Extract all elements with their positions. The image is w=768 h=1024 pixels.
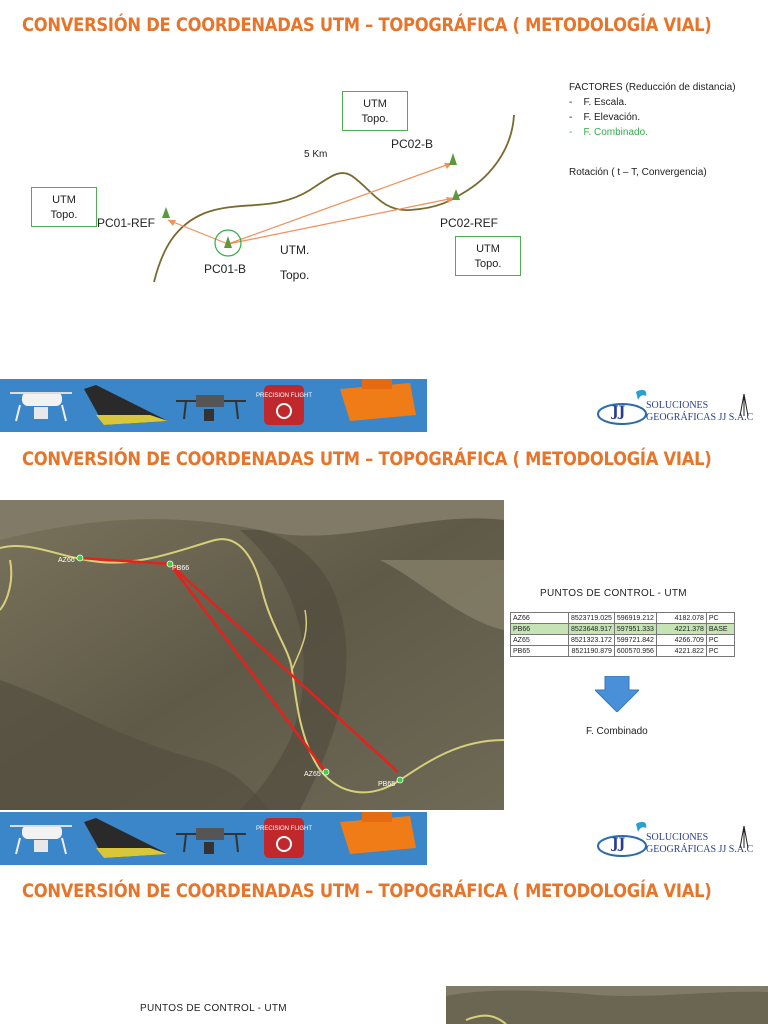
- cell-elev: 4266.709: [656, 635, 706, 646]
- line-pc01b-pc02b: [228, 163, 452, 244]
- table-row: [511, 646, 735, 657]
- cell-north: 8521190.879: [569, 646, 615, 657]
- logo-line-1: SOLUCIONES: [646, 400, 709, 411]
- quadcopter-icon: [10, 825, 72, 854]
- precision-flight-label: PRECISION FLIGHT: [255, 393, 313, 399]
- satellite-map-svg: [0, 500, 504, 810]
- orange-drone-icon: [340, 812, 416, 854]
- map-label-az65: AZ65: [304, 771, 321, 778]
- box-line-1: UTM: [476, 243, 500, 255]
- pc01b-marker-icon: [224, 236, 232, 248]
- drone-images: [0, 379, 427, 432]
- terrain-diagram: [0, 0, 768, 380]
- cell-north: 8523648.917: [569, 624, 615, 635]
- cell-id: PB66: [511, 624, 569, 635]
- point-az66: [77, 555, 83, 561]
- cell-id: AZ66: [511, 613, 569, 624]
- drone-banner: [0, 812, 427, 865]
- control-points-table: [510, 612, 735, 657]
- factor-escala: - F. Escala.: [569, 97, 627, 108]
- utm-topo-box-right: [455, 236, 521, 276]
- pc02b-marker-icon: [449, 153, 457, 165]
- satellite-map: [0, 500, 504, 810]
- label-pc02-ref: PC02-REF: [440, 216, 499, 230]
- map-label-az66: AZ66: [58, 557, 75, 564]
- drone-banner: [0, 379, 427, 432]
- cell-type: PC: [706, 646, 734, 657]
- control-points-title: PUNTOS DE CONTROL - UTM: [140, 1003, 287, 1014]
- logo-line-1: SOLUCIONES: [646, 832, 709, 843]
- label-pc02-b: PC02-B: [391, 137, 434, 151]
- table-row: [511, 635, 735, 646]
- inspire-drone-icon: [176, 395, 246, 421]
- factor-elevacion: - F. Elevación.: [569, 112, 641, 123]
- utm-topo-box-top: [342, 91, 408, 131]
- cell-east: 600570.956: [614, 646, 656, 657]
- box-line-2: Topo.: [474, 258, 502, 270]
- slide-title: CONVERSIÓN DE COORDENADAS UTM – TOPOGRÁFICA ( METODOLOGÍA VIAL): [22, 448, 712, 470]
- box-line-1: UTM: [363, 98, 387, 110]
- logo-line-2: GEOGRÁFICAS JJ S.A.C: [646, 412, 754, 423]
- orange-drone-icon: [340, 379, 416, 421]
- drone-images: [0, 812, 427, 865]
- down-arrow-icon: [595, 676, 639, 712]
- road: [466, 1016, 506, 1024]
- cell-elev: 4182.078: [656, 613, 706, 624]
- map-label-pb65: PB65: [378, 781, 396, 788]
- logo-line-2: GEOGRÁFICAS JJ S.A.C: [646, 844, 754, 855]
- cell-id: PB65: [511, 646, 569, 657]
- slide-1: [0, 0, 768, 432]
- cell-east: 596919.212: [614, 613, 656, 624]
- slide-title: CONVERSIÓN DE COORDENADAS UTM – TOPOGRÁFICA ( METODOLOGÍA VIAL): [22, 14, 712, 36]
- satellite-map-partial: [446, 986, 768, 1024]
- box-line-2: Topo.: [50, 209, 78, 221]
- table-row: [511, 624, 735, 635]
- quadcopter-icon: [10, 392, 72, 421]
- precision-flight-logo: [264, 818, 304, 858]
- cell-type: BASE: [706, 624, 734, 635]
- cell-north: 8523719.025: [569, 613, 615, 624]
- point-az65: [323, 769, 329, 775]
- cell-type: PC: [706, 635, 734, 646]
- f-combinado-label: F. Combinado: [586, 726, 648, 737]
- cell-elev: 4221.822: [656, 646, 706, 657]
- logo-mark: JJ: [612, 836, 626, 852]
- label-pc01-ref: PC01-REF: [97, 216, 156, 230]
- cell-east: 597951.333: [614, 624, 656, 635]
- box-line-1: UTM: [52, 194, 76, 206]
- cell-type: PC: [706, 613, 734, 624]
- factor-combinado: - F. Combinado.: [569, 127, 648, 138]
- label-utm: UTM.: [280, 243, 310, 257]
- bird-icon: [636, 822, 646, 832]
- pc01ref-marker-icon: [162, 207, 170, 218]
- cell-north: 8521323.172: [569, 635, 615, 646]
- box-line-2: Topo.: [361, 113, 389, 125]
- label-topo: Topo.: [280, 268, 310, 282]
- control-points-title: PUNTOS DE CONTROL - UTM: [540, 588, 687, 599]
- rotation-text: Rotación ( t – T, Convergencia): [569, 167, 707, 178]
- utm-topo-box-left: [31, 187, 97, 227]
- label-distance: 5 Km: [304, 149, 328, 160]
- logo-mark: JJ: [612, 404, 626, 420]
- cell-east: 599721.842: [614, 635, 656, 646]
- fixed-wing-drone-icon: [84, 818, 168, 858]
- factors-panel: [569, 80, 736, 180]
- map-label-pb66: PB66: [172, 565, 190, 572]
- company-logo: [596, 386, 762, 430]
- precision-flight-logo: [264, 385, 304, 425]
- cell-id: AZ65: [511, 635, 569, 646]
- table-row: [511, 613, 735, 624]
- precision-flight-label: PRECISION FLIGHT: [255, 826, 313, 832]
- slide-title: CONVERSIÓN DE COORDENADAS UTM – TOPOGRÁFICA ( METODOLOGÍA VIAL): [22, 880, 712, 902]
- pc02ref-marker-icon: [452, 189, 460, 200]
- company-logo: [596, 818, 762, 862]
- bird-icon: [636, 390, 646, 400]
- slide-3: [0, 866, 768, 1024]
- label-pc01-b: PC01-B: [204, 262, 247, 276]
- point-pb65: [397, 777, 403, 783]
- factors-heading: FACTORES (Reducción de distancia): [569, 82, 736, 93]
- fixed-wing-drone-icon: [84, 385, 168, 425]
- cell-elev: 4221.378: [656, 624, 706, 635]
- inspire-drone-icon: [176, 828, 246, 854]
